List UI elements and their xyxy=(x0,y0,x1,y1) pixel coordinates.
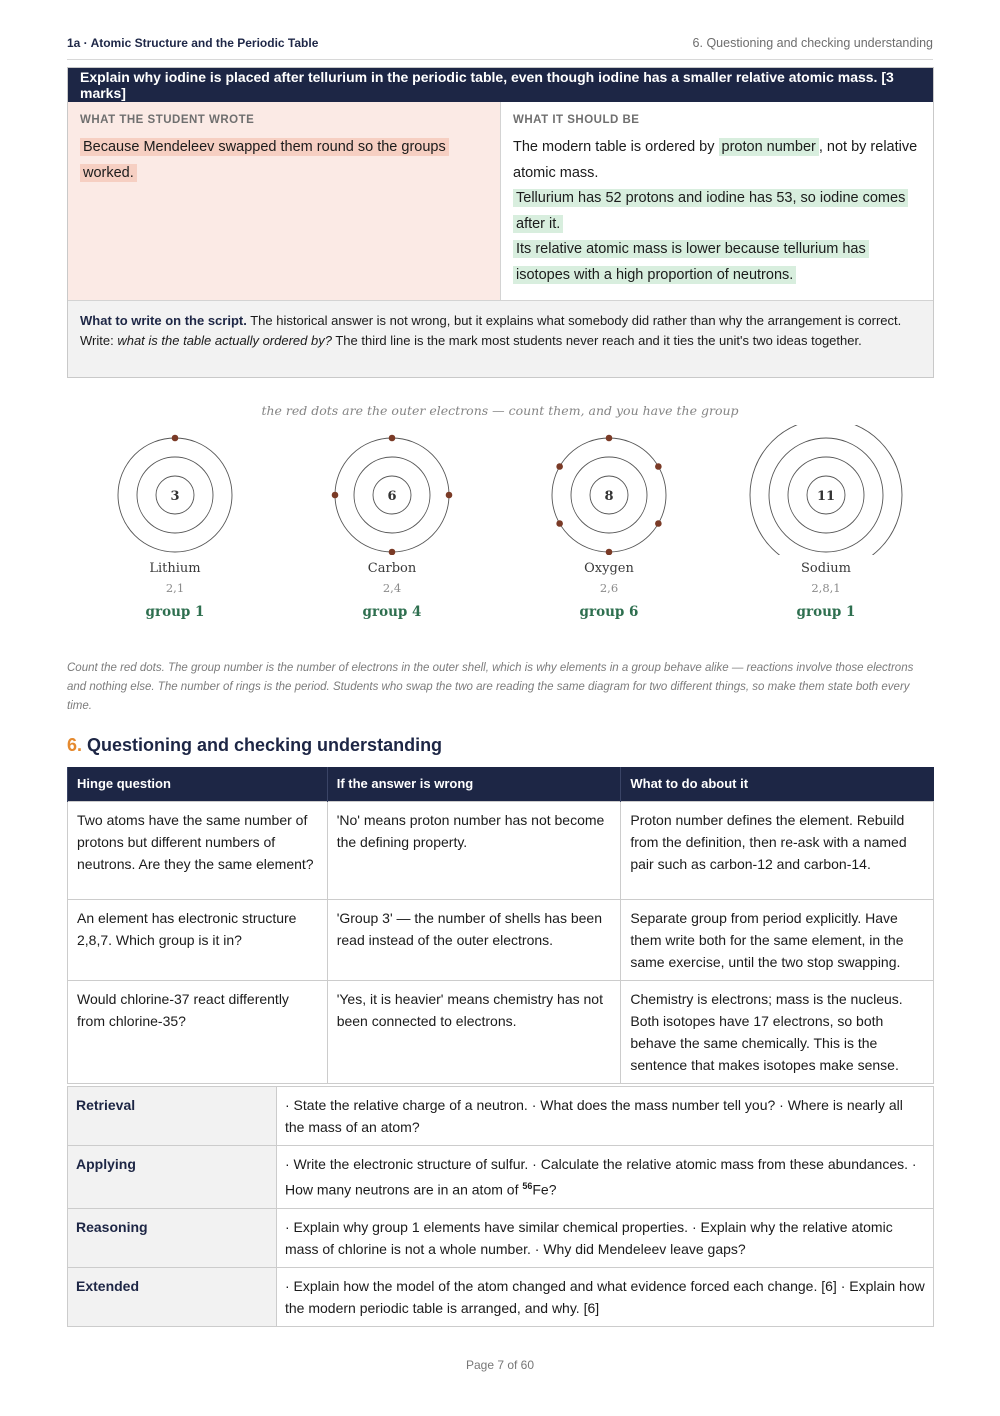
atom-electron-config: 2,4 xyxy=(382,581,402,595)
column-header: If the answer is wrong xyxy=(327,767,621,801)
atom-group: group 6 xyxy=(579,604,639,620)
atom-carbon xyxy=(332,435,453,555)
atom-group: group 4 xyxy=(362,604,422,620)
section-heading xyxy=(67,735,442,756)
table-row xyxy=(68,801,934,899)
outer-electron xyxy=(172,435,179,442)
level-questions-text: · Write the electronic structure of sulfur. · Calculate the relative atomic mass from these abundances. · How many neutrons are in an atom of xyxy=(285,1156,917,1198)
student-answer-column xyxy=(68,102,501,300)
atom-lithium xyxy=(118,435,232,552)
level-row xyxy=(68,1267,934,1326)
table-cell: 'No' means proton number has not become the defining property. xyxy=(327,801,621,899)
correction-columns xyxy=(68,102,933,300)
level-questions: · State the relative charge of a neutron. · What does the mass number tell you? · Where is nearly all the mass of an atom? xyxy=(277,1087,934,1146)
outer-electron xyxy=(655,463,662,470)
table-row xyxy=(68,980,934,1083)
level-questions-tail: Fe? xyxy=(532,1181,557,1198)
atom-label-oxygen xyxy=(529,561,689,620)
table-cell: Separate group from period explicitly. Have them write both for the same element, in the same exercise, until the two stop swapping. xyxy=(621,899,934,980)
level-row xyxy=(68,1087,934,1146)
diagram-caption: the red dots are the outer electrons — count them, and you have the group xyxy=(261,403,739,418)
atom-name: Lithium xyxy=(149,561,201,576)
outer-electron xyxy=(389,435,396,442)
model-answer-line3: Its relative atomic mass is lower because tellurium has isotopes with a high proportion of neutrons. xyxy=(513,240,869,284)
atom-label-carbon xyxy=(312,561,472,620)
section-reference: 6. Questioning and checking understanding xyxy=(692,36,933,50)
script-advice-tail: The third line is the mark most students never reach and it ties the unit's two ideas together. xyxy=(331,332,862,348)
student-answer-highlight: Because Mendeleev swapped them round so the groups worked. xyxy=(80,138,449,182)
model-answer-line1-start: The modern table is ordered by xyxy=(513,139,719,155)
column-header: What to do about it xyxy=(621,767,934,801)
table-cell: Two atoms have the same number of protons but different numbers of neutrons. Are they the same element? xyxy=(68,801,328,899)
atom-name: Carbon xyxy=(367,561,417,576)
atom-oxygen xyxy=(552,435,666,555)
outer-electron xyxy=(389,549,396,555)
column-header: Hinge question xyxy=(68,767,328,801)
outer-electron xyxy=(332,492,339,499)
atom-electron-config: 2,6 xyxy=(599,581,619,595)
table-row xyxy=(68,899,934,980)
model-answer-line1-end: , not by relative atomic mass. xyxy=(513,139,918,181)
atom-group: group 1 xyxy=(796,604,856,620)
script-advice-text: The historical answer is not wrong, but it explains what somebody did rather than why the arrangement is correct. Write: xyxy=(80,313,902,348)
outer-electron xyxy=(655,520,662,527)
diagram-note: Count the red dots. The group number is the number of electrons in the outer shell, which is why elements in a group behave alike — reactions involve those electrons and nothing else. The number of rings is the period. Students who swap the two are reading the same diagram for two different things, so make them state both every time. xyxy=(67,662,914,712)
table-cell: An element has electronic structure 2,8,7. Which group is it in? xyxy=(68,899,328,980)
atom-name: Oxygen xyxy=(584,561,634,576)
outer-electron xyxy=(556,463,563,470)
section-title: Questioning and checking understanding xyxy=(87,735,443,755)
model-answer xyxy=(513,135,921,288)
script-advice-heading: What to write on the script. xyxy=(80,313,247,328)
level-label: Extended xyxy=(68,1267,277,1326)
atom-electron-config: 2,1 xyxy=(165,581,185,595)
outer-electron xyxy=(556,520,563,527)
proton-number: 11 xyxy=(816,489,836,504)
atom-diagrams xyxy=(67,425,933,635)
level-questions xyxy=(277,1146,934,1209)
outer-electron xyxy=(446,492,453,499)
level-row xyxy=(68,1146,934,1209)
model-answer-label: WHAT IT SHOULD BE xyxy=(513,114,640,126)
table-cell: Proton number defines the element. Rebuild from the definition, then re-ask with a named pair such as carbon-12 and carbon-14. xyxy=(621,801,934,899)
table-cell: 'Group 3' — the number of shells has been read instead of the outer electrons. xyxy=(327,899,621,980)
model-answer-column xyxy=(501,102,933,300)
mass-number-superscript: 56 xyxy=(522,1181,533,1191)
table-cell: Would chlorine-37 react differently from chlorine-35? xyxy=(68,980,328,1083)
level-label: Reasoning xyxy=(68,1208,277,1267)
level-label: Applying xyxy=(68,1146,277,1209)
table-header-row xyxy=(68,767,934,801)
exam-question: Explain why iodine is placed after tellurium in the periodic table, even though iodine has a smaller relative atomic mass. [3 marks] xyxy=(68,68,933,102)
outer-electron xyxy=(606,549,613,555)
atom-electron-config: 2,8,1 xyxy=(811,581,841,595)
hinge-question-table xyxy=(67,767,934,1084)
unit-title: 1a · Atomic Structure and the Periodic Table xyxy=(67,36,319,50)
proton-number-highlight: proton number xyxy=(719,138,819,156)
script-advice-question: what is the table actually ordered by? xyxy=(117,332,332,348)
table-cell: 'Yes, it is heavier' means chemistry has not been connected to electrons. xyxy=(327,980,621,1083)
proton-number: 6 xyxy=(387,489,397,504)
model-answer-line2: Tellurium has 52 protons and iodine has 53, so iodine comes after it. xyxy=(513,189,908,233)
proton-number: 8 xyxy=(604,489,614,504)
atom-name: Sodium xyxy=(801,561,851,576)
student-answer-label: WHAT THE STUDENT WROTE xyxy=(80,114,255,126)
level-questions: · Explain why group 1 elements have similar chemical properties. · Explain why the relative atomic mass of chlorine is not a whole number. · Why did Mendeleev leave gaps? xyxy=(277,1208,934,1267)
question-levels-table xyxy=(67,1086,934,1327)
correction-box xyxy=(67,67,934,378)
student-answer xyxy=(80,135,488,186)
proton-number: 3 xyxy=(170,489,180,504)
level-questions: · Explain how the model of the atom changed and what evidence forced each change. [6] · Explain how the modern periodic table is arranged, and why. [6] xyxy=(277,1267,934,1326)
running-head xyxy=(67,36,933,60)
page-number: Page 7 of 60 xyxy=(465,1358,535,1372)
script-advice xyxy=(68,300,933,377)
outer-electron xyxy=(606,435,613,442)
level-label: Retrieval xyxy=(68,1087,277,1146)
atom-label-sodium xyxy=(746,561,906,620)
atom-sodium xyxy=(750,425,902,555)
atom-group: group 1 xyxy=(145,604,205,620)
atom-label-lithium xyxy=(95,561,255,620)
table-cell: Chemistry is electrons; mass is the nucleus. Both isotopes have 17 electrons, so both behave the same chemically. This is the sentence that makes isotopes make sense. xyxy=(621,980,934,1083)
section-number: 6. xyxy=(67,735,83,755)
atom-drawing xyxy=(67,425,933,555)
level-row xyxy=(68,1208,934,1267)
